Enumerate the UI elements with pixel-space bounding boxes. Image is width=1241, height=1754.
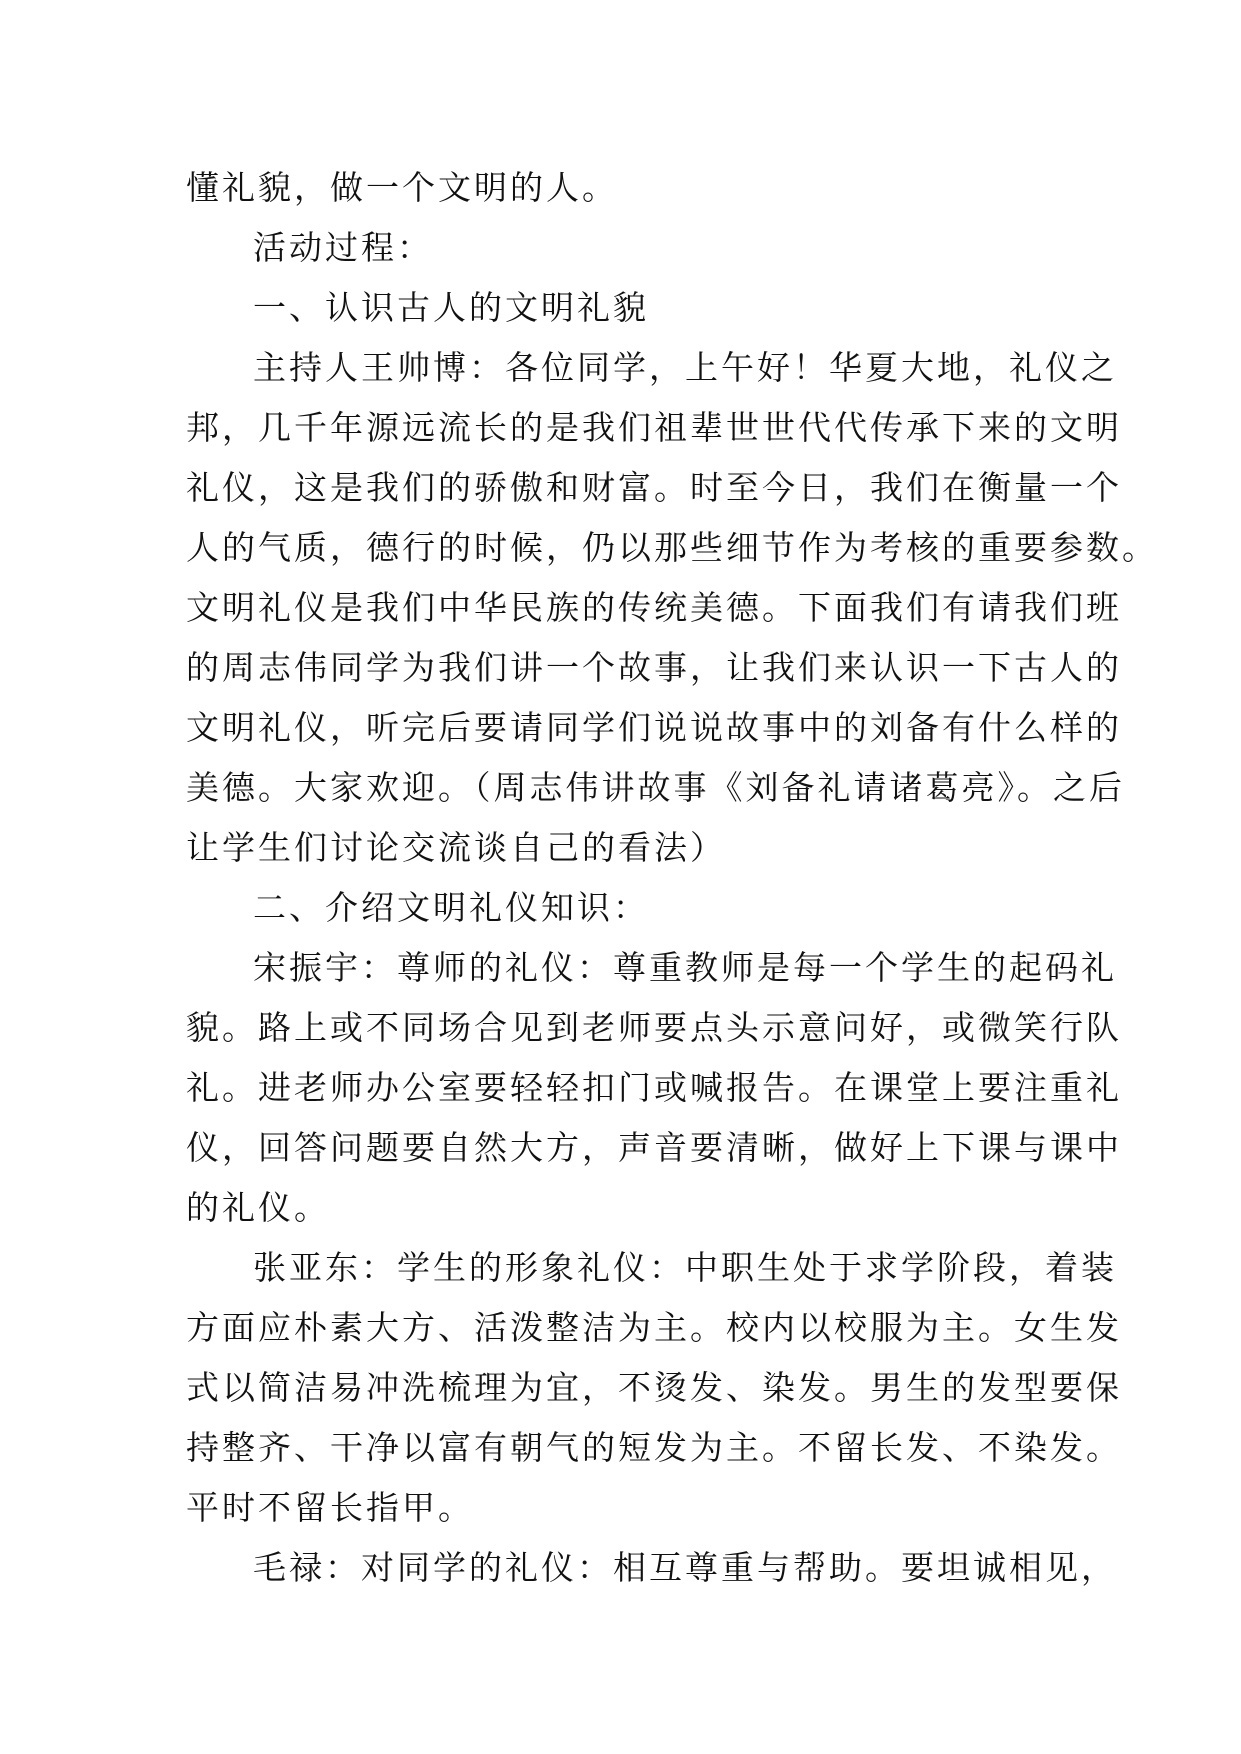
body-line: 美德。大家欢迎。（周志伟讲故事《刘备礼请诸葛亮》。之后 xyxy=(186,768,1125,807)
body-line: 方面应朴素大方、活泼整洁为主。校内以校服为主。女生发 xyxy=(186,1308,1122,1347)
body-line: 文明礼仪是我们中华民族的传统美德。下面我们有请我们班 xyxy=(186,588,1122,627)
body-line: 张亚东：学生的形象礼仪：中职生处于求学阶段，着装 xyxy=(253,1248,1117,1287)
body-line: 仪，回答问题要自然大方，声音要清晰，做好上下课与课中 xyxy=(186,1128,1122,1167)
section-heading: 二、介绍文明礼仪知识： xyxy=(253,888,649,927)
body-line: 邦，几千年源远流长的是我们祖辈世世代代传承下来的文明 xyxy=(186,408,1122,447)
body-line: 持整齐、干净以富有朝气的短发为主。不留长发、不染发。 xyxy=(186,1428,1122,1467)
body-line: 毛禄：对同学的礼仪：相互尊重与帮助。要坦诚相见， xyxy=(253,1548,1117,1587)
body-line: 让学生们讨论交流谈自己的看法） xyxy=(186,828,726,867)
body-line: 平时不留长指甲。 xyxy=(186,1488,474,1527)
body-line: 式以简洁易冲洗梳理为宜，不烫发、染发。男生的发型要保 xyxy=(186,1368,1122,1407)
body-line: 文明礼仪，听完后要请同学们说说故事中的刘备有什么样的 xyxy=(186,708,1122,747)
body-line: 主持人王帅博：各位同学，上午好！华夏大地，礼仪之 xyxy=(253,348,1117,387)
section-heading: 一、认识古人的文明礼貌 xyxy=(253,288,649,327)
body-line: 礼仪，这是我们的骄傲和财富。时至今日，我们在衡量一个 xyxy=(186,468,1122,507)
body-line: 礼。进老师办公室要轻轻扣门或喊报告。在课堂上要注重礼 xyxy=(186,1068,1122,1107)
body-line: 的周志伟同学为我们讲一个故事，让我们来认识一下古人的 xyxy=(186,648,1122,687)
body-line: 宋振宇：尊师的礼仪：尊重教师是每一个学生的起码礼 xyxy=(253,948,1117,987)
document-body xyxy=(186,158,1158,1598)
body-line: 人的气质，德行的时候，仍以那些细节作为考核的重要参数。 xyxy=(186,528,1158,567)
section-label: 活动过程： xyxy=(253,228,433,267)
body-line: 的礼仪。 xyxy=(186,1188,330,1227)
body-line: 貌。路上或不同场合见到老师要点头示意问好，或微笑行队 xyxy=(186,1008,1122,1047)
body-line: 懂礼貌，做一个文明的人。 xyxy=(186,168,618,207)
